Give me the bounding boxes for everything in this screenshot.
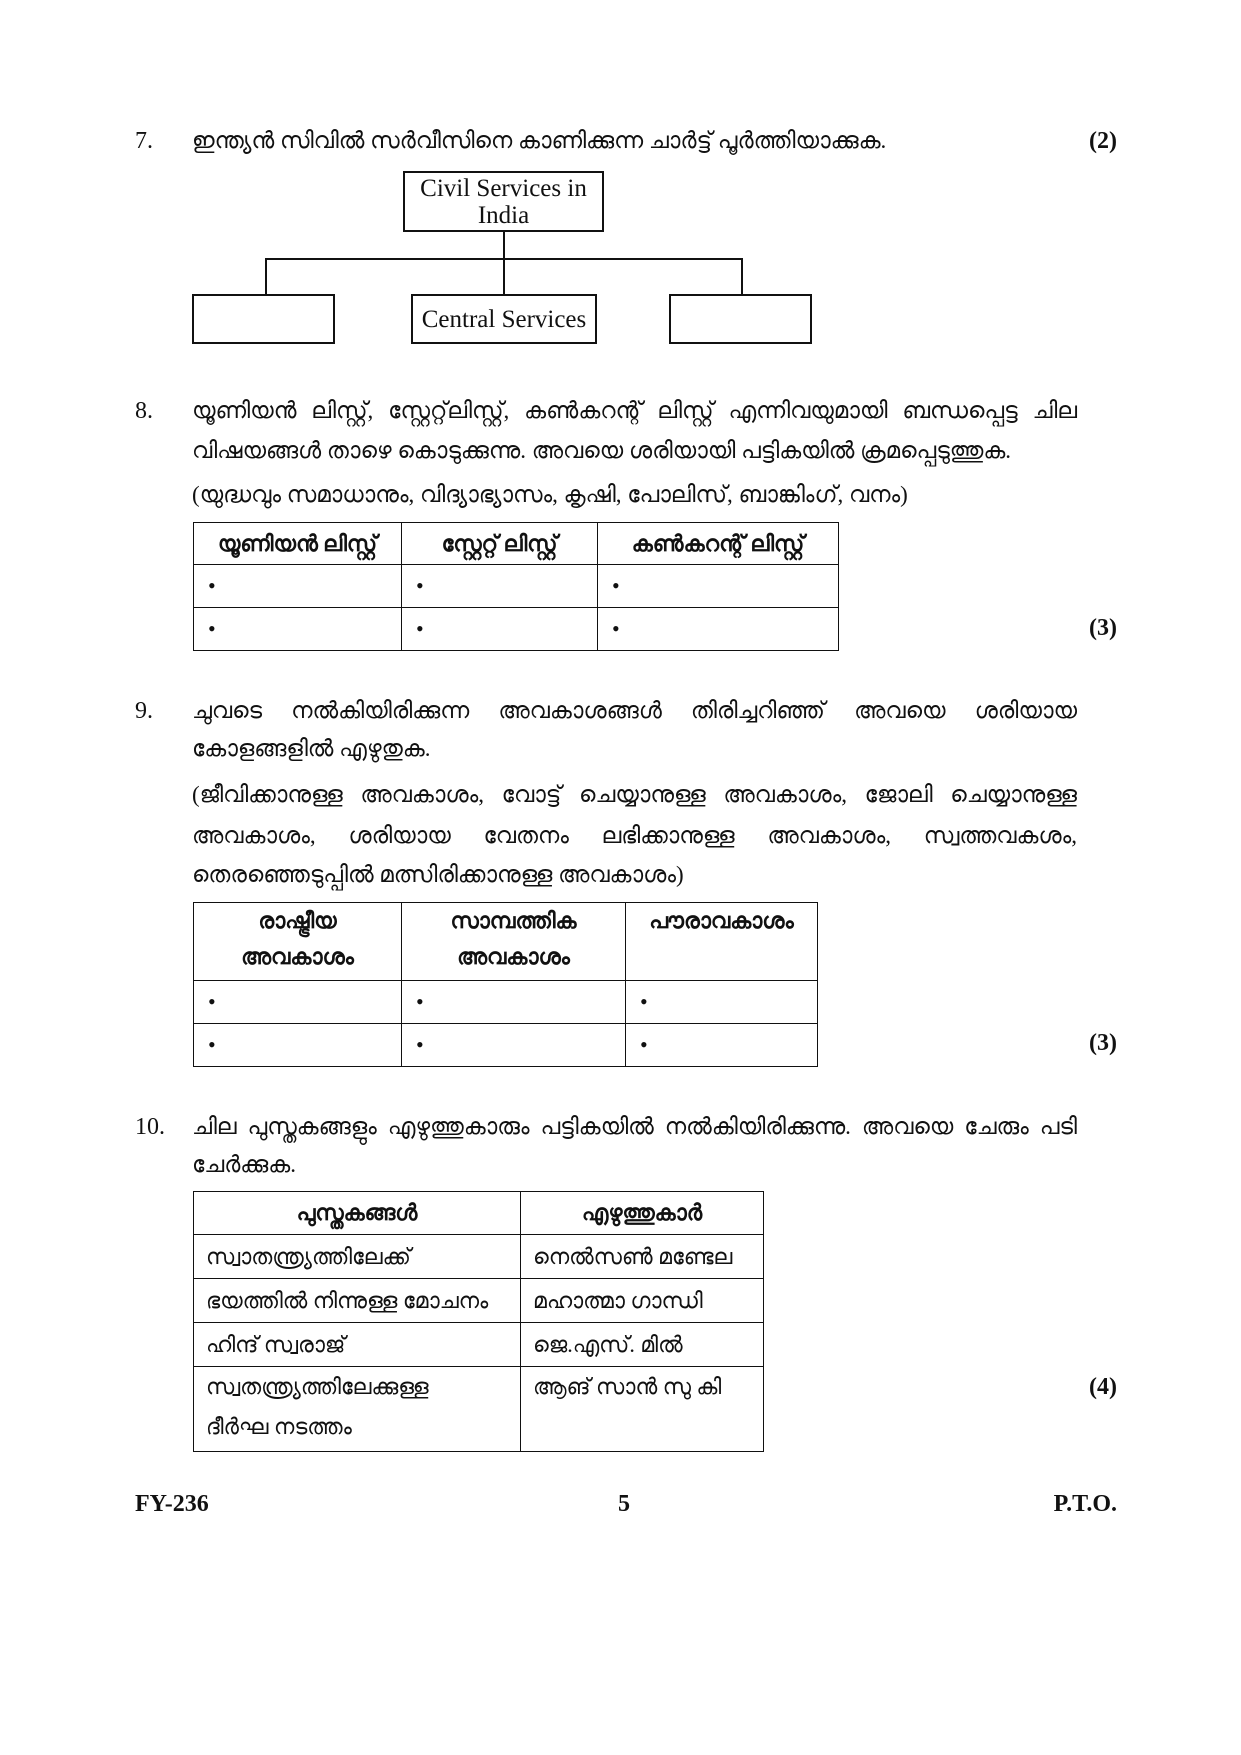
table-header-row <box>194 523 839 565</box>
author-name-cell: മഹാത്മാ ഗാന്ധി <box>521 1279 764 1323</box>
book-title-line: ഭയത്തിൽ നിന്നുള്ള മോചനം <box>206 1287 489 1313</box>
author-name-cell: ജെ.എസ്. മിൽ <box>521 1323 764 1367</box>
chart-child-box-central-services: Central Services <box>411 294 597 344</box>
header-line: രാഷ്ട്രീയ <box>258 908 337 933</box>
q9-rights-table <box>193 902 818 1067</box>
table-cell-bullet: • <box>402 981 626 1024</box>
chart-connectors <box>264 232 744 294</box>
book-title-cell <box>194 1367 521 1452</box>
table-row <box>194 1367 764 1452</box>
book-title-cell <box>194 1279 521 1323</box>
header-line: അവകാശം <box>457 944 570 969</box>
header-line: അവകാശം <box>241 944 354 969</box>
q9-question-line: കോളങ്ങളിൽ എഴുതുക. <box>192 736 431 761</box>
q8-question-line: യൂണിയൻ ലിസ്റ്റ്, സ്റ്റേറ്റ്‌ലിസ്റ്റ്, കൺകറന്റ് ലിസ്റ്റ് എന്നിവയുമായി ബന്ധപ്പെട്ട ചില <box>192 398 1077 423</box>
table-cell-bullet: • <box>402 565 598 608</box>
author-name-cell: ആങ് സാൻ സു കി <box>521 1367 764 1452</box>
header-line: സാമ്പത്തിക <box>450 908 577 933</box>
q9-marks: (3) <box>1089 1030 1117 1056</box>
table-cell-bullet: • <box>402 608 598 651</box>
header-economic-rights <box>402 903 626 981</box>
table-cell-bullet: • <box>598 608 839 651</box>
chart-child-box-left-blank <box>192 294 335 344</box>
header-line: പൗരാവകാശം <box>649 908 794 933</box>
header-state-list: സ്റ്റേറ്റ് ലിസ്റ്റ് <box>402 523 598 565</box>
q8-marks: (3) <box>1089 615 1117 641</box>
chart-root-box: Civil Services in India <box>403 171 604 232</box>
book-title-cell <box>194 1323 521 1367</box>
book-title-cell <box>194 1235 521 1279</box>
q7-question-text: ഇന്ത്യൻ സിവിൽ സർവീസിനെ കാണിക്കുന്ന ചാർട്ട് പൂർത്തിയാക്കുക. <box>192 128 887 153</box>
table-row <box>194 565 839 608</box>
table-cell-bullet: • <box>402 1024 626 1067</box>
book-title-line: സ്വാതന്ത്ര്യത്തിലേക്ക് <box>206 1243 411 1269</box>
q8-subject-options: (യുദ്ധവും സമാധാനും, വിദ്യാഭ്യാസം, കൃഷി, പോലിസ്, ബാങ്കിംഗ്, വനം) <box>192 482 908 507</box>
table-row <box>194 1024 818 1067</box>
q8-number: 8. <box>135 398 153 424</box>
footer-please-turn-over: P.T.O. <box>1053 1491 1117 1517</box>
table-cell-bullet: • <box>626 1024 818 1067</box>
author-name-cell: നെൽസൺ മണ്ടേല <box>521 1235 764 1279</box>
q7-number: 7. <box>135 128 153 154</box>
q8-question-line: വിഷയങ്ങൾ താഴെ കൊടുക്കുന്നു. അവയെ ശരിയായി പട്ടികയിൽ ക്രമപ്പെടുത്തുക. <box>192 438 1012 463</box>
header-political-rights <box>194 903 402 981</box>
table-cell-bullet: • <box>194 981 402 1024</box>
table-row <box>194 1323 764 1367</box>
q9-number: 9. <box>135 698 153 724</box>
table-row <box>194 981 818 1024</box>
q10-books-authors-table <box>193 1191 764 1452</box>
q9-rights-options: അവകാശം, ശരിയായ വേതനം ലഭിക്കാനുള്ള അവകാശം, സ്വത്തവകശം, <box>192 823 1077 848</box>
footer-paper-code: FY-236 <box>135 1491 209 1517</box>
table-row <box>194 608 839 651</box>
q10-marks: (4) <box>1089 1374 1117 1400</box>
table-row <box>194 1235 764 1279</box>
table-cell-bullet: • <box>626 981 818 1024</box>
table-row <box>194 1279 764 1323</box>
header-authors: എഴുത്തുകാർ <box>521 1192 764 1235</box>
q9-question-line: ചുവടെ നൽകിയിരിക്കുന്ന അവകാശങ്ങൾ തിരിച്ചറിഞ്ഞ് അവയെ ശരിയായ <box>192 698 1077 723</box>
q9-rights-options: (ജീവിക്കാനുള്ള അവകാശം, വോട്ട് ചെയ്യാനുള്ള അവകാശം, ജോലി ചെയ്യാനുള്ള <box>192 782 1077 807</box>
header-union-list: യൂണിയൻ ലിസ്റ്റ് <box>194 523 402 565</box>
q9-rights-options: തെരഞ്ഞെടുപ്പിൽ മത്സിരിക്കാനുള്ള അവകാശം) <box>192 862 684 887</box>
header-concurrent-list: കൺകറന്റ് ലിസ്റ്റ് <box>598 523 839 565</box>
q10-question-line: ചേർക്കുക. <box>192 1152 296 1177</box>
book-title-line: ദീർഘ നടത്തം <box>206 1414 352 1439</box>
table-cell-bullet: • <box>194 1024 402 1067</box>
q8-lists-table <box>193 522 839 651</box>
book-title-line: ഹിന്ദ് സ്വരാജ് <box>206 1331 346 1357</box>
book-title-line: സ്വതന്ത്ര്യത്തിലേക്കുള്ള <box>206 1374 429 1399</box>
q10-question-line: ചില പുസ്തകങ്ങളും എഴുത്തുകാരും പട്ടികയിൽ നൽകിയിരിക്കുന്നു. അവയെ ചേരും പടി <box>192 1114 1077 1139</box>
footer-page-number: 5 <box>618 1491 630 1517</box>
chart-child-box-right-blank <box>669 294 812 344</box>
header-civil-rights <box>626 903 818 981</box>
table-header-row <box>194 1192 764 1235</box>
table-cell-bullet: • <box>194 608 402 651</box>
table-cell-bullet: • <box>194 565 402 608</box>
q10-number: 10. <box>135 1114 165 1140</box>
table-header-row <box>194 903 818 981</box>
table-cell-bullet: • <box>598 565 839 608</box>
q7-marks: (2) <box>1089 128 1117 154</box>
header-books: പുസ്തകങ്ങൾ <box>194 1192 521 1235</box>
